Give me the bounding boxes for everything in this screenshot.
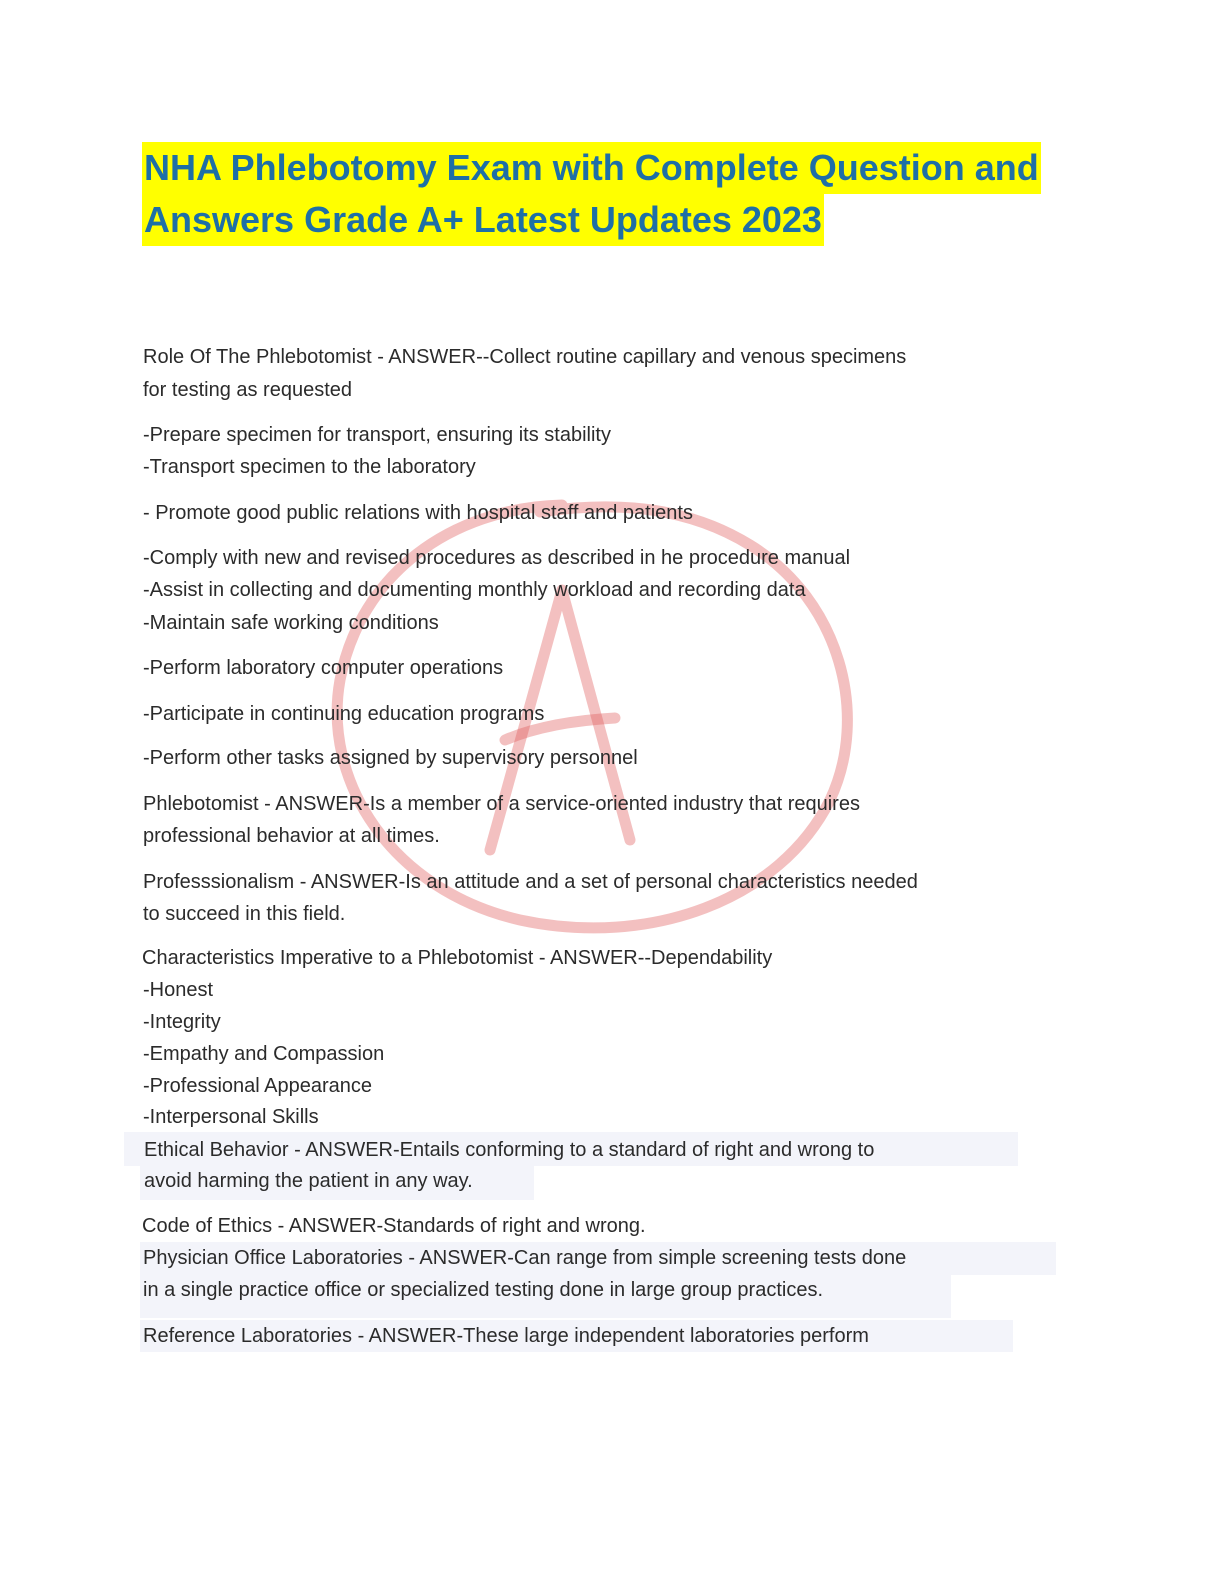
body-line: -Prepare specimen for transport, ensuring its stability [143, 424, 611, 446]
body-line: Characteristics Imperative to a Phlebotomist - ANSWER--Dependability [142, 947, 773, 969]
body-line: -Transport specimen to the laboratory [143, 456, 476, 478]
body-line: Professsionalism - ANSWER-Is an attitude and a set of personal characteristics needed [143, 871, 918, 893]
body-line: in a single practice office or specialized testing done in large group practices. [143, 1279, 824, 1301]
body-line: -Assist in collecting and documenting monthly workload and recording data [143, 579, 806, 601]
body-line: - Promote good public relations with hospital staff and patients [143, 502, 693, 524]
body-line: Ethical Behavior - ANSWER-Entails conforming to a standard of right and wrong to [144, 1139, 875, 1161]
document-title [142, 142, 1042, 246]
body-line: -Honest [143, 979, 214, 1001]
body-line: Reference Laboratories - ANSWER-These large independent laboratories perform [143, 1325, 869, 1347]
body-line: -Maintain safe working conditions [143, 612, 439, 634]
body-line: -Perform other tasks assigned by supervisory personnel [143, 747, 638, 769]
body-line: professional behavior at all times. [143, 825, 440, 847]
body-line: Role Of The Phlebotomist - ANSWER--Collect routine capillary and venous specimens [143, 346, 907, 368]
body-line: for testing as requested [143, 379, 353, 401]
body-line: -Perform laboratory computer operations [143, 657, 504, 679]
body-line: avoid harming the patient in any way. [144, 1170, 473, 1192]
title-line-1: NHA Phlebotomy Exam with Complete Question and [142, 142, 1041, 194]
body-line: Code of Ethics - ANSWER-Standards of right and wrong. [142, 1215, 646, 1237]
body-line: -Interpersonal Skills [143, 1106, 319, 1128]
body-line: -Professional Appearance [143, 1075, 373, 1097]
body-line: -Comply with new and revised procedures as described in he procedure manual [143, 547, 851, 569]
title-line-2: Answers Grade A+ Latest Updates 2023 [142, 194, 824, 246]
body-line: Phlebotomist - ANSWER-Is a member of a service-oriented industry that requires [143, 793, 860, 815]
body-line: Physician Office Laboratories - ANSWER-Can range from simple screening tests done [143, 1247, 907, 1269]
body-line: -Participate in continuing education programs [143, 703, 545, 725]
body-line: -Empathy and Compassion [143, 1043, 385, 1065]
body-line: to succeed in this field. [143, 903, 346, 925]
body-line: -Integrity [143, 1011, 221, 1033]
